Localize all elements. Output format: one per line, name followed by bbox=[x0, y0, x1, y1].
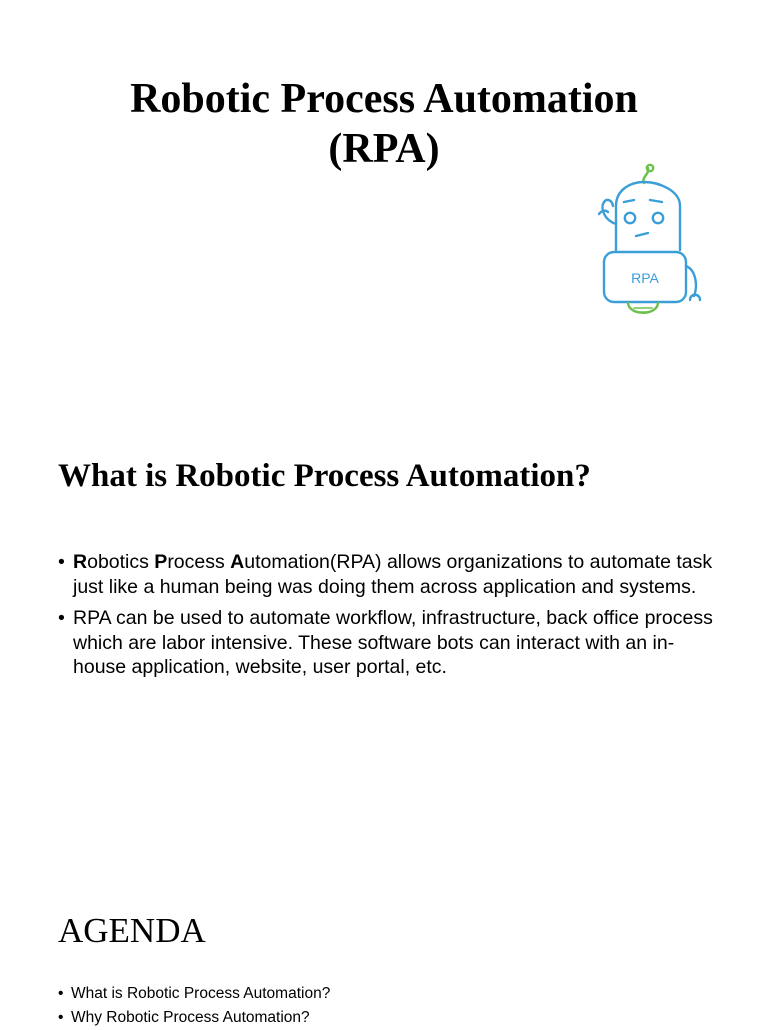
section-heading-what-is-rpa: What is Robotic Process Automation? bbox=[58, 458, 591, 494]
bullet-item-definition bbox=[58, 550, 718, 599]
robot-icon bbox=[586, 162, 706, 324]
agenda-item: • Why Robotic Process Automation? bbox=[58, 1006, 718, 1030]
acronym-a-rest: utomation(RPA) allows organizations to automate task just like a human being was doing them across application and systems. bbox=[73, 551, 713, 598]
agenda-item: • What is Robotic Process Automation? bbox=[58, 982, 718, 1006]
acronym-r-rest: obotics bbox=[87, 551, 155, 573]
acronym-a: A bbox=[230, 551, 245, 573]
robot-label: RPA bbox=[631, 270, 659, 286]
slide-title-line1: Robotic Process Automation bbox=[130, 76, 638, 122]
acronym-r: R bbox=[73, 551, 88, 573]
agenda-list bbox=[58, 982, 718, 1030]
agenda-heading: AGENDA bbox=[58, 911, 206, 950]
acronym-p-rest: rocess bbox=[167, 551, 231, 573]
slide-title bbox=[0, 74, 768, 174]
acronym-p: P bbox=[154, 551, 168, 573]
bullet-item-uses: • RPA can be used to automate workflow, infrastructure, back office process which are labor intensive. These software bots can interact with an in-house application, website, user portal, etc. bbox=[58, 606, 718, 680]
definition-bullet-list bbox=[58, 550, 718, 687]
slide-title-line2: (RPA) bbox=[328, 126, 440, 172]
